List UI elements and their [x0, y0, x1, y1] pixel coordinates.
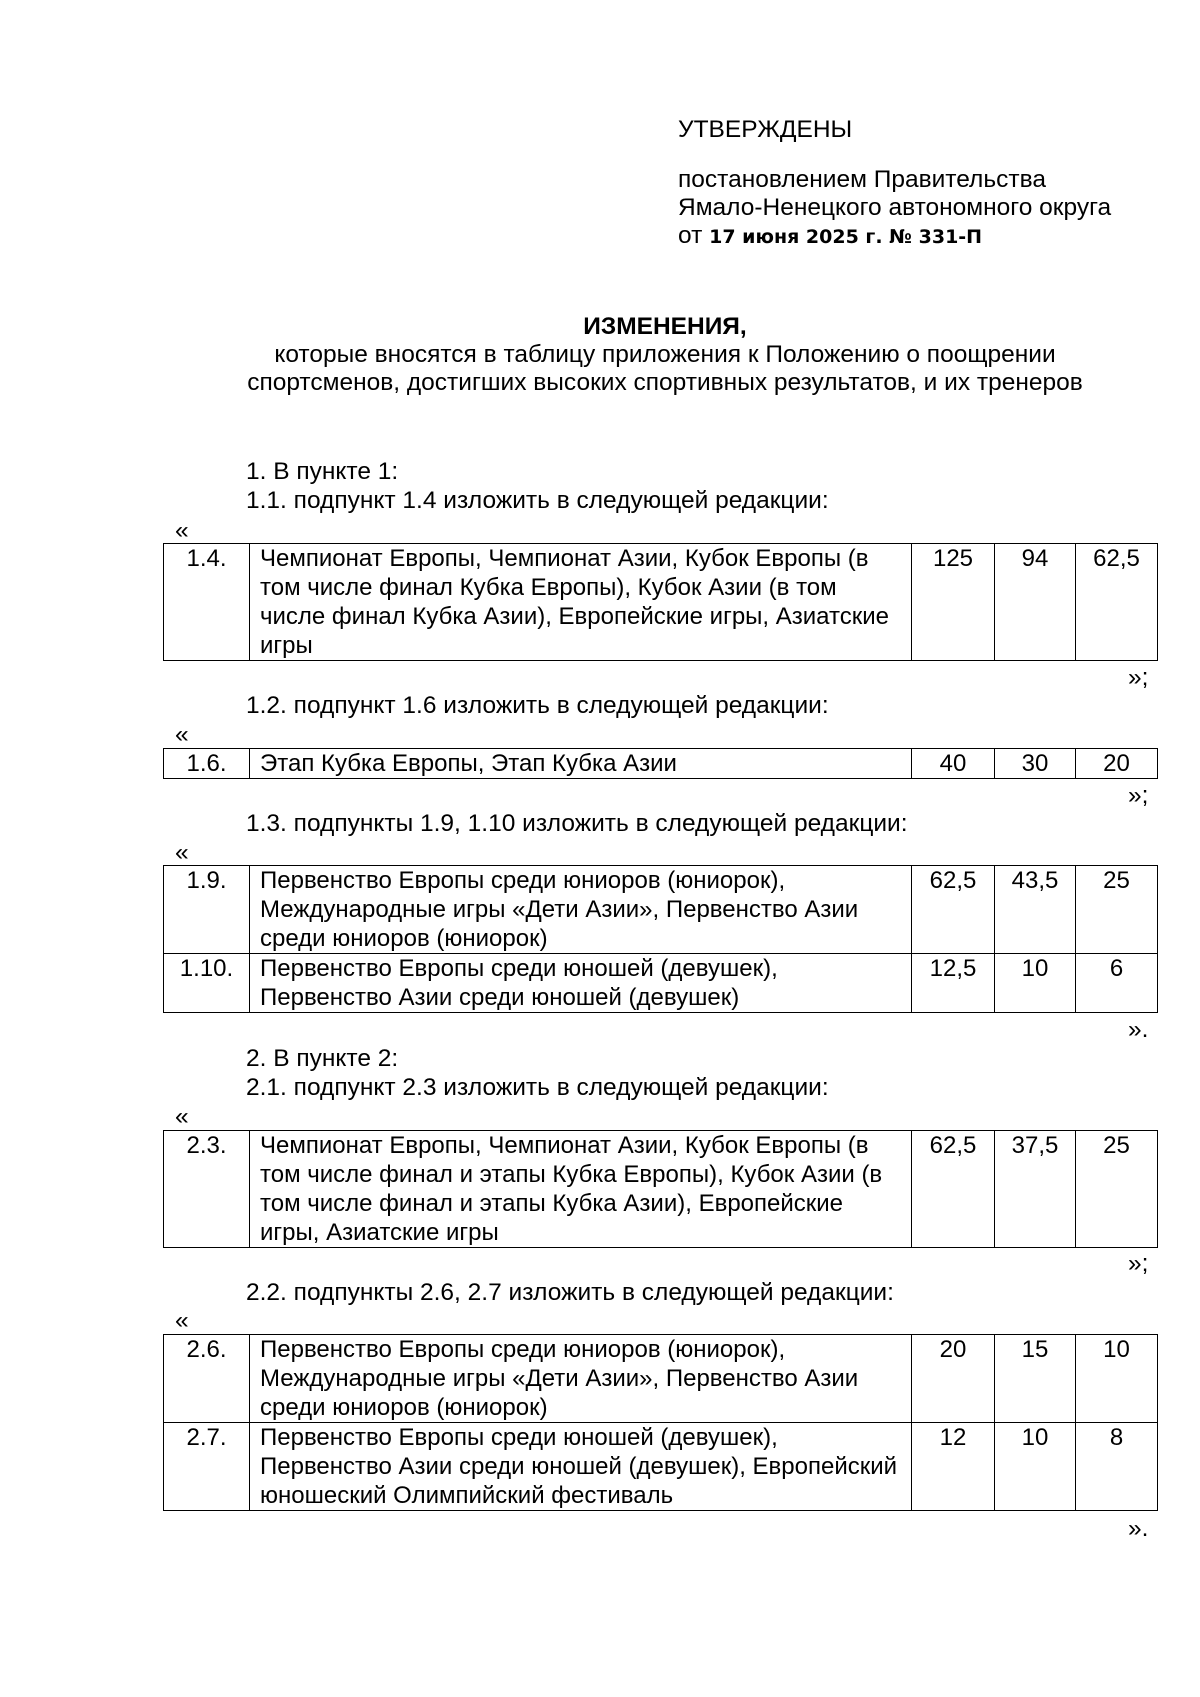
table-4-quote-close: »; [1128, 1250, 1149, 1277]
row-value-3: 20 [1076, 749, 1158, 779]
row-value-1: 20 [912, 1335, 995, 1423]
row-number: 1.4. [164, 544, 250, 661]
section-1-2-text: 1.2. подпункт 1.6 изложить в следующей редакции: [246, 692, 829, 719]
section-2-heading: 2. В пункте 2: [246, 1045, 399, 1072]
table-5-quote-close: ». [1128, 1515, 1149, 1542]
row-value-3: 25 [1076, 1131, 1158, 1248]
row-value-3: 10 [1076, 1335, 1158, 1423]
table-2-quote-close: »; [1128, 782, 1149, 809]
section-2-2-text: 2.2. подпункты 2.6, 2.7 изложить в следующей редакции: [246, 1279, 894, 1306]
row-value-1: 12,5 [912, 954, 995, 1013]
table-2-6-2-7 [163, 1334, 1158, 1511]
row-value-1: 62,5 [912, 1131, 995, 1248]
approval-date-line [678, 222, 1111, 251]
row-number: 2.6. [164, 1335, 250, 1423]
row-value-2: 94 [995, 544, 1076, 661]
table-3-quote-open: « [175, 839, 189, 866]
row-description: Первенство Европы среди юношей (девушек), Первенство Азии среди юношей (девушек), Европейский юношеский Олимпийский фестиваль [250, 1423, 912, 1511]
table-row [164, 749, 1158, 779]
table-row [164, 1423, 1158, 1511]
document-heading [0, 313, 1200, 397]
row-value-2: 30 [995, 749, 1076, 779]
approval-from: от [678, 222, 703, 249]
row-description: Этап Кубка Европы, Этап Кубка Азии [250, 749, 912, 779]
approval-block [678, 116, 1111, 251]
table-4-quote-open: « [175, 1103, 189, 1130]
row-number: 1.10. [164, 954, 250, 1013]
table-2-3 [163, 1130, 1158, 1248]
row-value-2: 37,5 [995, 1131, 1076, 1248]
table-3-quote-close: ». [1128, 1016, 1149, 1043]
table-row [164, 1131, 1158, 1248]
table-1-6 [163, 748, 1158, 779]
row-value-3: 8 [1076, 1423, 1158, 1511]
row-value-2: 15 [995, 1335, 1076, 1423]
document-subtitle-line-1: которые вносятся в таблицу приложения к Положению о поощрении [274, 341, 1056, 368]
table-1-quote-open: « [175, 517, 189, 544]
approval-date-number: 17 июня 2025 г. № 331-П [709, 226, 983, 248]
row-value-2: 10 [995, 1423, 1076, 1511]
row-value-2: 43,5 [995, 866, 1076, 954]
row-value-1: 125 [912, 544, 995, 661]
section-2-1-text: 2.1. подпункт 2.3 изложить в следующей редакции: [246, 1074, 829, 1101]
row-description: Первенство Европы среди юношей (девушек), Первенство Азии среди юношей (девушек) [250, 954, 912, 1013]
table-5-quote-open: « [175, 1307, 189, 1334]
table-row [164, 544, 1158, 661]
row-number: 1.6. [164, 749, 250, 779]
section-1-1-text: 1.1. подпункт 1.4 изложить в следующей редакции: [246, 487, 829, 514]
row-number: 2.7. [164, 1423, 250, 1511]
row-value-1: 40 [912, 749, 995, 779]
row-value-3: 6 [1076, 954, 1158, 1013]
row-description: Чемпионат Европы, Чемпионат Азии, Кубок Европы (в том числе финал и этапы Кубка Европы), Кубок Азии (в том числе финал и этапы Кубка Азии), Европейские игры, Азиатские игры [250, 1131, 912, 1248]
row-value-2: 10 [995, 954, 1076, 1013]
table-row [164, 1335, 1158, 1423]
row-value-3: 25 [1076, 866, 1158, 954]
document-title: ИЗМЕНЕНИЯ, [583, 313, 747, 340]
row-description: Первенство Европы среди юниоров (юниорок), Международные игры «Дети Азии», Первенство Азии среди юниоров (юниорок) [250, 866, 912, 954]
row-value-1: 62,5 [912, 866, 995, 954]
row-description: Чемпионат Европы, Чемпионат Азии, Кубок Европы (в том числе финал Кубка Европы), Кубок Азии (в том числе финал Кубка Азии), Европейские игры, Азиатские игры [250, 544, 912, 661]
row-number: 2.3. [164, 1131, 250, 1248]
section-1-3-text: 1.3. подпункты 1.9, 1.10 изложить в следующей редакции: [246, 810, 908, 837]
row-value-1: 12 [912, 1423, 995, 1511]
table-1-quote-close: »; [1128, 664, 1149, 691]
row-value-3: 62,5 [1076, 544, 1158, 661]
table-1-9-1-10 [163, 865, 1158, 1013]
table-row [164, 866, 1158, 954]
table-row [164, 954, 1158, 1013]
approval-line-1: постановлением Правительства [678, 166, 1046, 193]
table-1-4 [163, 543, 1158, 661]
document-subtitle-line-2: спортсменов, достигших высоких спортивных результатов, и их тренеров [247, 369, 1083, 396]
row-number: 1.9. [164, 866, 250, 954]
section-1-heading: 1. В пункте 1: [246, 458, 399, 485]
approved-label: УТВЕРЖДЕНЫ [678, 116, 853, 143]
row-description: Первенство Европы среди юниоров (юниорок), Международные игры «Дети Азии», Первенство Азии среди юниоров (юниорок) [250, 1335, 912, 1423]
table-2-quote-open: « [175, 721, 189, 748]
approval-line-2: Ямало-Ненецкого автономного округа [678, 194, 1112, 221]
